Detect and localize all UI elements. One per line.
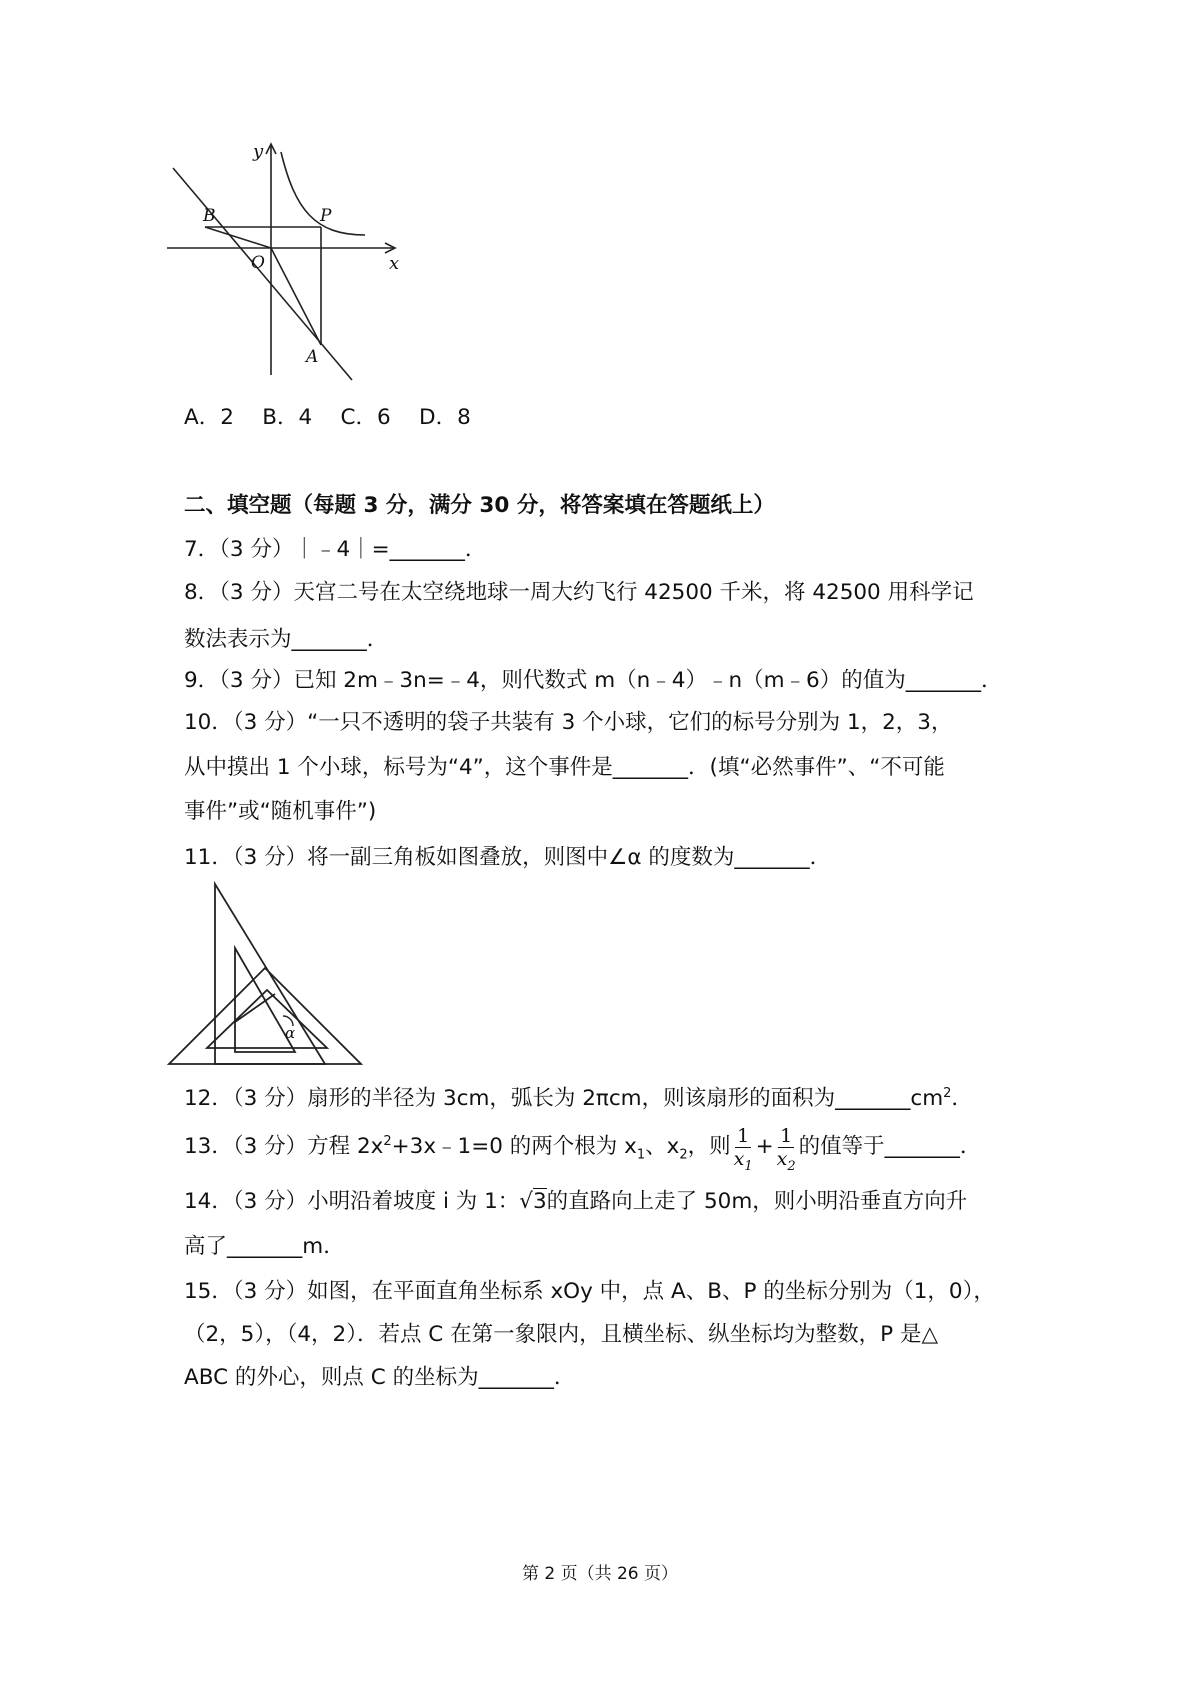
point-p-label: P (320, 206, 332, 226)
frac1-denominator: $x_1$ (733, 1147, 753, 1174)
q13-sub2: 2 (679, 1147, 688, 1163)
q13-part2: +3x﹣1=0 的两个根为 x (391, 1134, 637, 1159)
sqrt-sign: √ (519, 1189, 533, 1214)
question-14-line-2: 高了_______m． (184, 1234, 345, 1259)
page-footer: 第 2 页（共 26 页） (521, 1564, 679, 1584)
question-14-line-1 (184, 1187, 967, 1217)
q13-part4: ，则 (687, 1134, 731, 1159)
fraction-1-over-x1 (732, 1124, 755, 1174)
q13-plus: + (755, 1134, 774, 1159)
q13-sup: 2 (383, 1133, 392, 1149)
y-axis-label: y (253, 141, 264, 162)
question-9: 9．（3 分）已知 2m﹣3n=﹣4，则代数式 m（n﹣4）﹣n（m﹣6）的值为_______． (184, 668, 1003, 693)
question-15-line-3: ABC 的外心，则点 C 的坐标为_______． (184, 1365, 576, 1390)
q14-after: 的直路向上走了 50m，则小明沿垂直方向升 (546, 1189, 968, 1214)
x-axis-label: x (389, 253, 400, 274)
q13-part5: 的值等于_______． (798, 1134, 982, 1159)
alpha-angle-label: α (285, 1024, 296, 1042)
frac2-denominator: $x_2$ (776, 1147, 796, 1174)
question-8-line-2: 数法表示为_______． (184, 627, 389, 652)
question-7: 7．（3 分）｜﹣4｜=_______． (184, 537, 487, 562)
question-12-end: ． (951, 1086, 973, 1111)
q14-before: 14．（3 分）小明沿着坡度 i 为 1： (184, 1189, 520, 1214)
frac2-numerator: 1 (780, 1124, 793, 1147)
question-10-line-1: 10．（3 分）“一只不透明的袋子共装有 3 个小球，它们的标号分别为 1，2，3， (184, 710, 953, 735)
frac1-numerator: 1 (737, 1124, 750, 1147)
question-12-text: 12．（3 分）扇形的半径为 3cm，弧长为 2πcm，则该扇形的面积为_______cm (184, 1086, 944, 1111)
fraction-1-over-x2 (775, 1124, 798, 1174)
question-10-line-3: 事件”或“随机事件”) (184, 799, 377, 824)
answer-choices: A．2 B．4 C．6 D．8 (184, 405, 471, 430)
section-heading: 二、填空题（每题 3 分，满分 30 分，将答案填在答题纸上） (184, 493, 775, 518)
coordinate-figure (165, 140, 445, 390)
question-15-line-2: （2，5），（4，2）．若点 C 在第一象限内，且横坐标、纵坐标均为整数，P 是△ (184, 1322, 938, 1347)
question-13 (184, 1122, 981, 1172)
question-11: 11．（3 分）将一副三角板如图叠放，则图中∠α 的度数为_______． (184, 845, 832, 870)
point-a-label: A (306, 347, 319, 367)
point-b-label: B (203, 206, 216, 226)
question-10-line-2: 从中摸出 1 个小球，标号为“4”，这个事件是_______．(填“必然事件”、“不可能 (184, 755, 945, 780)
question-12 (184, 1084, 973, 1114)
origin-o-label: O (251, 253, 265, 273)
question-15-line-1: 15．（3 分）如图，在平面直角坐标系 xOy 中，点 A、B、P 的坐标分别为（1，0）， (184, 1279, 995, 1304)
q13-part1: 13．（3 分）方程 2x (184, 1134, 384, 1159)
triangle-rulers-figure (165, 878, 370, 1070)
q13-sub1: 1 (636, 1147, 646, 1163)
question-8-line-1: 8．（3 分）天宫二号在太空绕地球一周大约飞行 42500 千米，将 42500 用科学记 (184, 580, 974, 605)
q13-part3: 、x (645, 1134, 680, 1159)
question-12-superscript: 2 (943, 1085, 952, 1101)
sqrt-value: 3 (532, 1189, 547, 1214)
